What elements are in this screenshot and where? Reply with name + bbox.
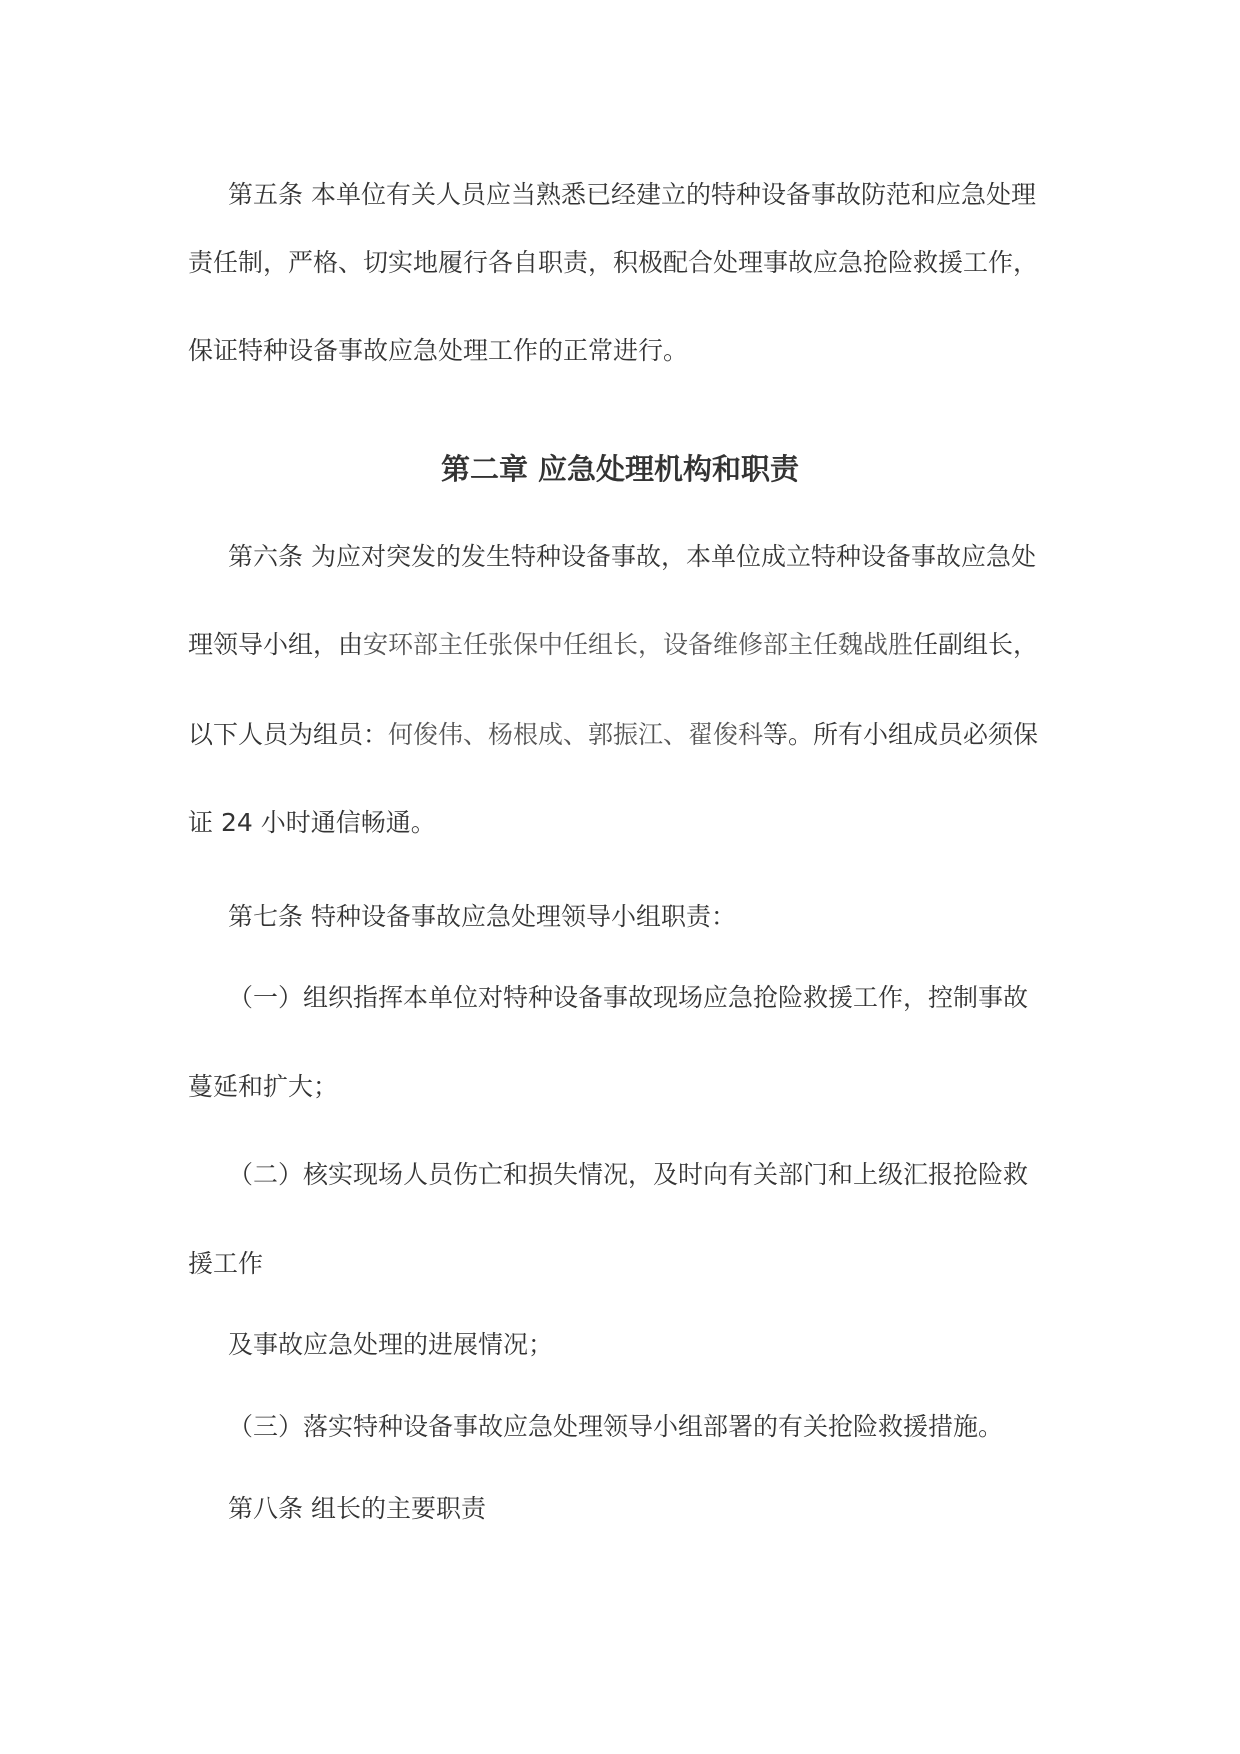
article-7-item-2-line-1: （二）核实现场人员伤亡和损失情况，及时向有关部门和上级汇报抢险救 — [228, 1160, 1029, 1189]
article-6-line-2-part-c: 任副组长， — [913, 630, 1039, 659]
article-6-line-2 — [188, 628, 1068, 662]
article-5-line-2: 责任制，严格、切实地履行各自职责，积极配合处理事故应急抢险救援工作， — [188, 248, 1039, 277]
article-6-line-3 — [188, 718, 1068, 752]
article-5-line-1: 第五条 本单位有关人员应当熟悉已经建立的特种设备事故防范和应急处理 — [228, 180, 1036, 209]
member-names-text: 何俊伟、杨根成、郭振江、翟俊科 — [388, 720, 764, 749]
article-5-line-3: 保证特种设备事故应急处理工作的正常进行。 — [188, 336, 689, 365]
article-7-item-1-line-2: 蔓延和扩大； — [188, 1072, 339, 1101]
article-6-line-3-part-a: 以下人员为组员： — [188, 720, 389, 749]
article-6-line-4: 证 24 小时通信畅通。 — [188, 808, 436, 837]
article-6-line-2-part-a: 理领导小组，由 — [188, 630, 364, 659]
article-6-line-3-part-c: 等。所有小组成员必须保 — [763, 720, 1039, 749]
article-7-item-3: （三）落实特种设备事故应急处理领导小组部署的有关抢险救援措施。 — [228, 1412, 1004, 1441]
article-7-item-2-line-2: 援工作 — [188, 1249, 264, 1278]
leader-names-text: 安环部主任张保中任组长，设备维修部主任魏战胜 — [363, 630, 914, 659]
article-7-item-2-line-3: 及事故应急处理的进展情况； — [228, 1330, 554, 1359]
article-6-line-1: 第六条 为应对突发的发生特种设备事故，本单位成立特种设备事故应急处 — [228, 542, 1036, 571]
article-7-title: 第七条 特种设备事故应急处理领导小组职责： — [228, 902, 736, 931]
article-7-item-1-line-1: （一）组织指挥本单位对特种设备事故现场应急抢险救援工作，控制事故 — [228, 983, 1029, 1012]
chapter-2-heading: 第二章 应急处理机构和职责 — [440, 452, 800, 486]
article-8-title: 第八条 组长的主要职责 — [228, 1494, 486, 1523]
